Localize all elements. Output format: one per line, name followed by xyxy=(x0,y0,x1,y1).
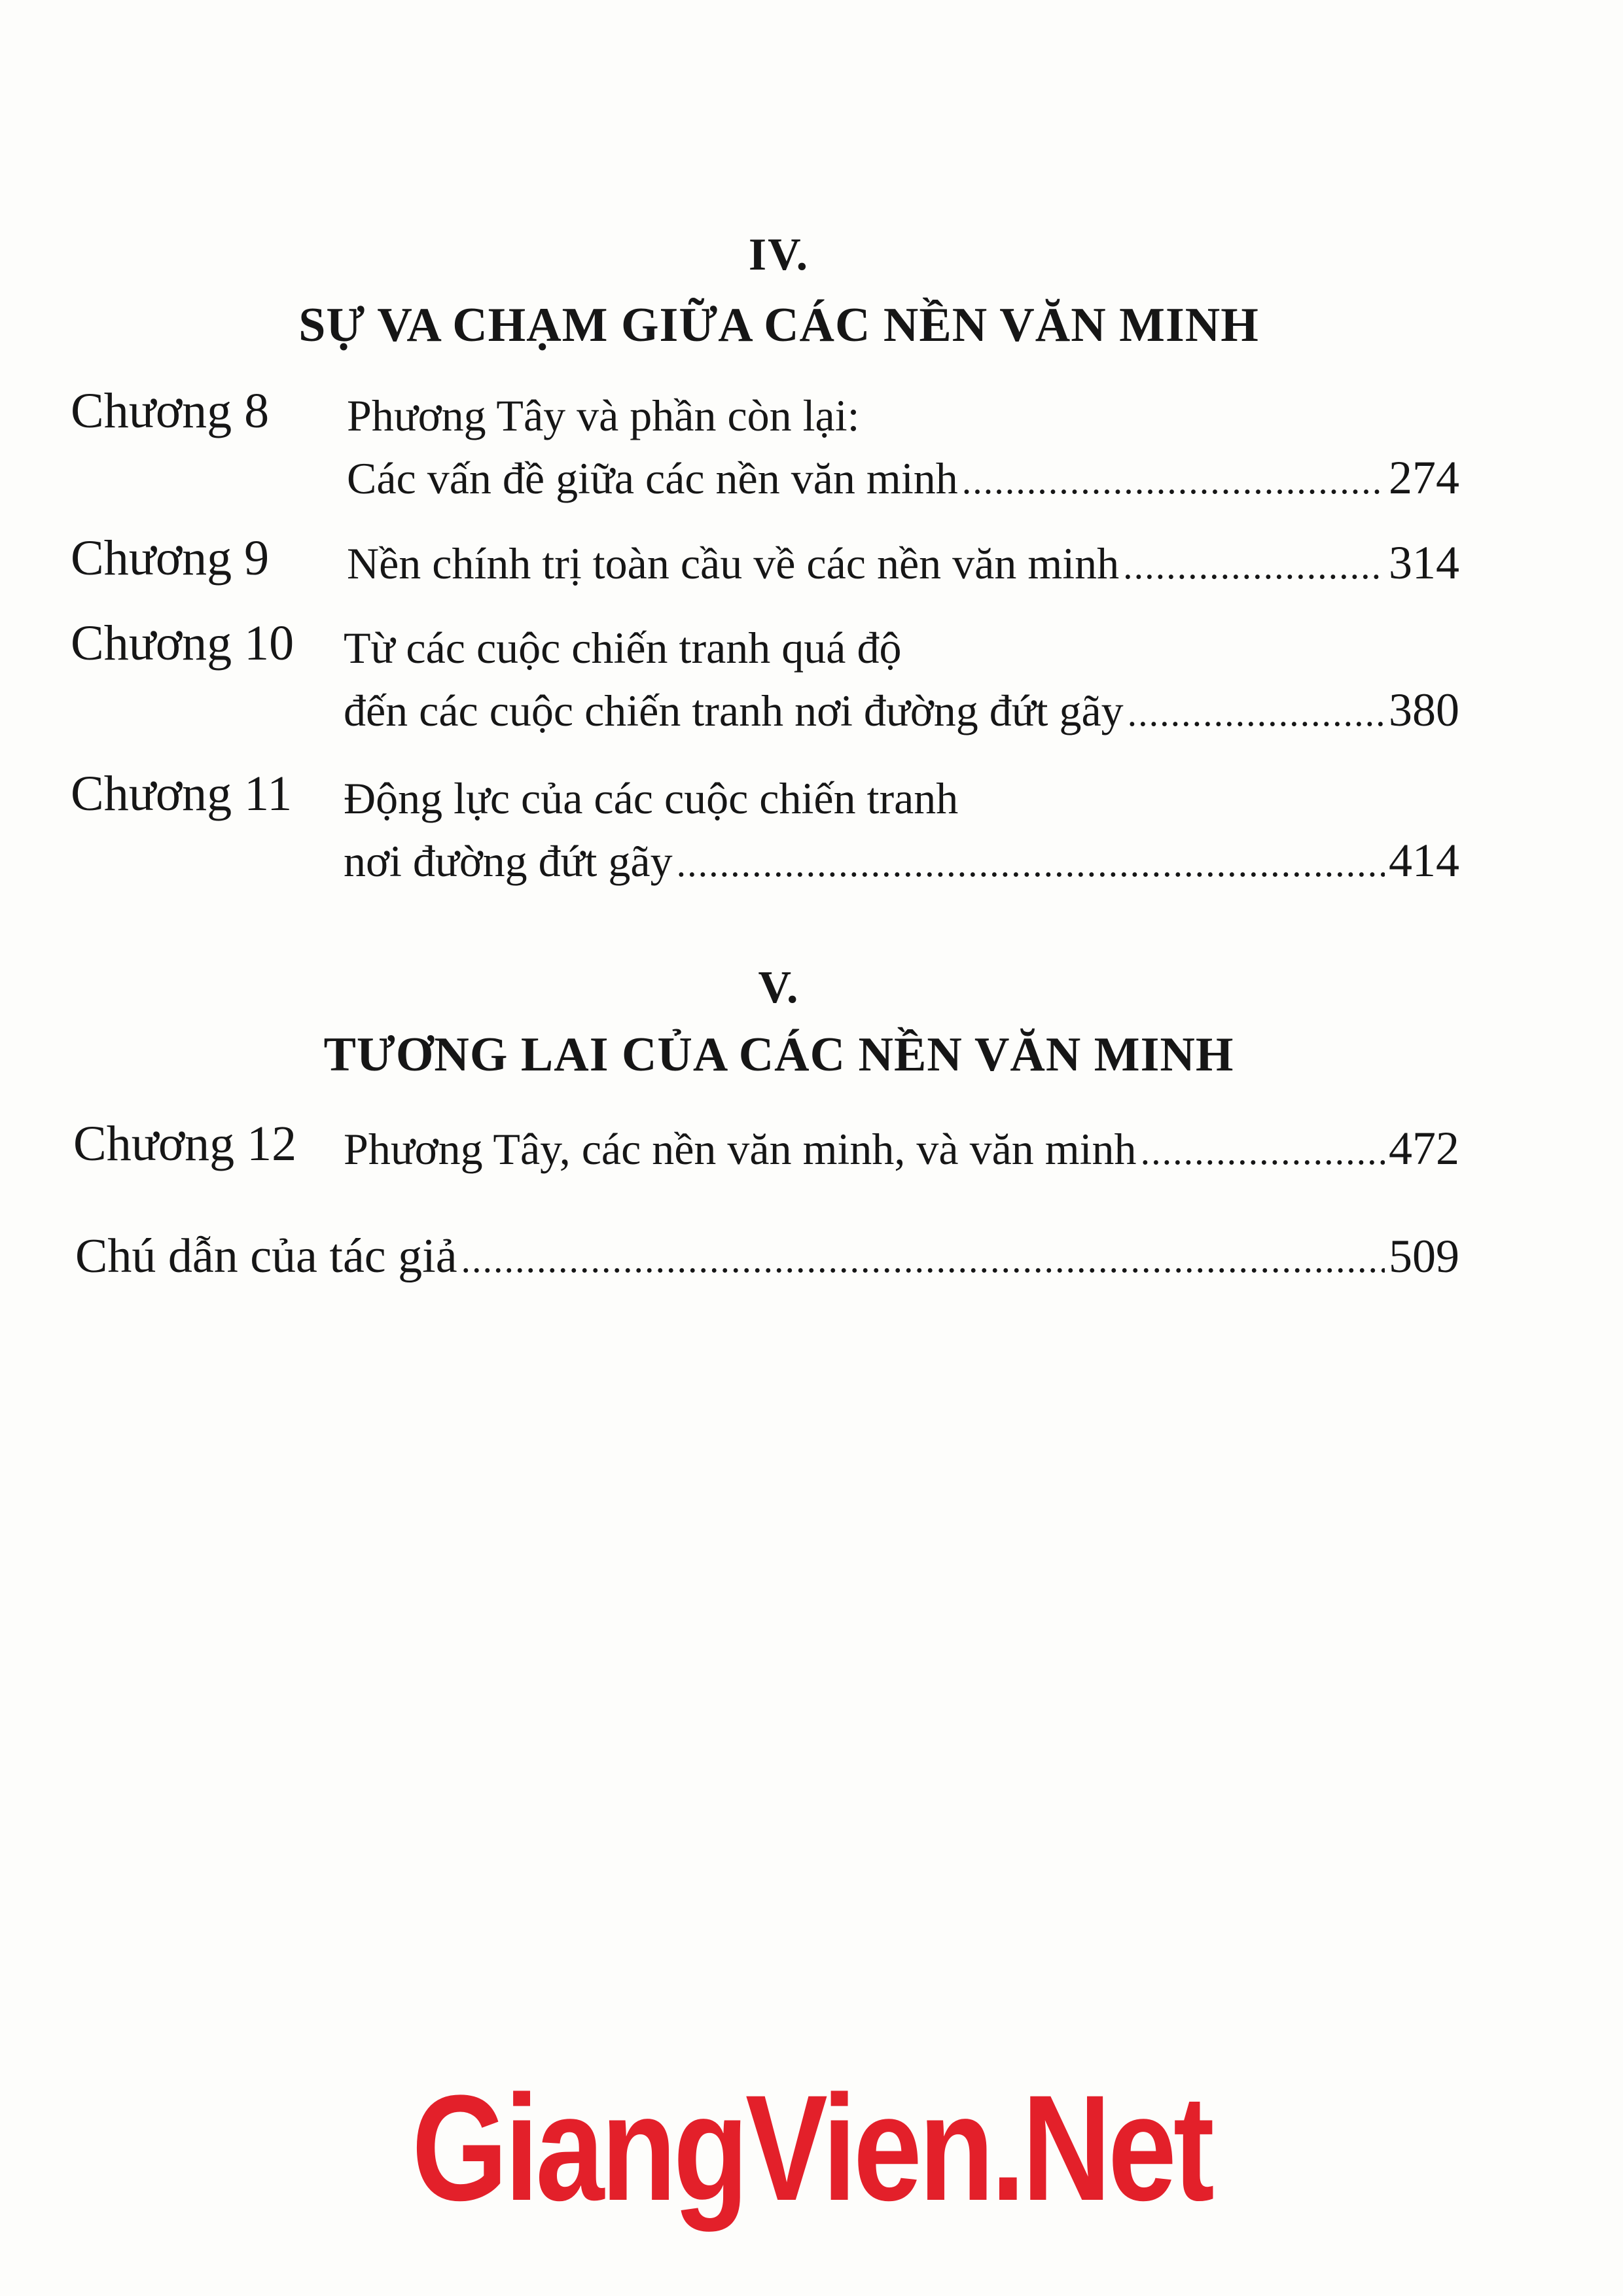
page-number: 274 xyxy=(1389,451,1459,504)
chapter-label: Chương 8 xyxy=(71,383,270,438)
notes-entry-line xyxy=(75,1224,1459,1289)
dot-leader xyxy=(1141,1119,1385,1184)
chapter-label: Chương 10 xyxy=(71,616,294,671)
page-number: 314 xyxy=(1389,537,1459,589)
chapter-title-line xyxy=(344,615,1459,680)
chapter-title-line xyxy=(344,766,1459,831)
toc-entry-line xyxy=(347,530,1459,595)
chapter-title: Các vấn đề giữa các nền văn minh xyxy=(347,453,958,503)
chapter-title: Nền chính trị toàn cầu về các nền văn minh xyxy=(347,539,1120,588)
page-number: 509 xyxy=(1389,1230,1459,1282)
dot-leader xyxy=(962,448,1385,514)
part-number: IV. xyxy=(748,230,810,280)
chapter-title: Phương Tây, các nền văn minh, và văn minh xyxy=(344,1124,1137,1174)
chapter-label: Chương 11 xyxy=(71,766,293,821)
page-number: 380 xyxy=(1389,684,1459,736)
dot-leader xyxy=(677,831,1385,896)
chapter-label: Chương 12 xyxy=(73,1116,297,1171)
toc-entry-line xyxy=(344,828,1459,893)
chapter-title: nơi đường đứt gãy xyxy=(344,836,673,886)
notes-label: Chú dẫn của tác giả xyxy=(75,1229,457,1283)
chapter-title: Từ các cuộc chiến tranh quá độ xyxy=(344,623,902,673)
page-number: 472 xyxy=(1389,1122,1459,1174)
toc-entry-line xyxy=(344,1116,1459,1181)
page-number: 414 xyxy=(1389,834,1459,887)
chapter-title-line xyxy=(347,383,1459,448)
chapter-title: Động lực của các cuộc chiến tranh xyxy=(344,773,959,823)
toc-entry-line xyxy=(347,445,1459,510)
dot-leader xyxy=(1123,533,1385,599)
dot-leader xyxy=(461,1227,1385,1292)
part-number: V. xyxy=(758,963,800,1013)
part-title: TƯƠNG LAI CỦA CÁC NỀN VĂN MINH xyxy=(323,1028,1234,1082)
dot-leader xyxy=(1128,680,1385,746)
toc-entry-line xyxy=(344,677,1459,743)
chapter-label: Chương 9 xyxy=(71,531,270,586)
chapter-title: Phương Tây và phần còn lại: xyxy=(347,391,860,440)
watermark-logo: GiangVien.Net xyxy=(412,2064,1211,2232)
chapter-title: đến các cuộc chiến tranh nơi đường đứt gãy xyxy=(344,686,1124,735)
part-title: SỰ VA CHẠM GIỮA CÁC NỀN VĂN MINH xyxy=(298,298,1259,352)
